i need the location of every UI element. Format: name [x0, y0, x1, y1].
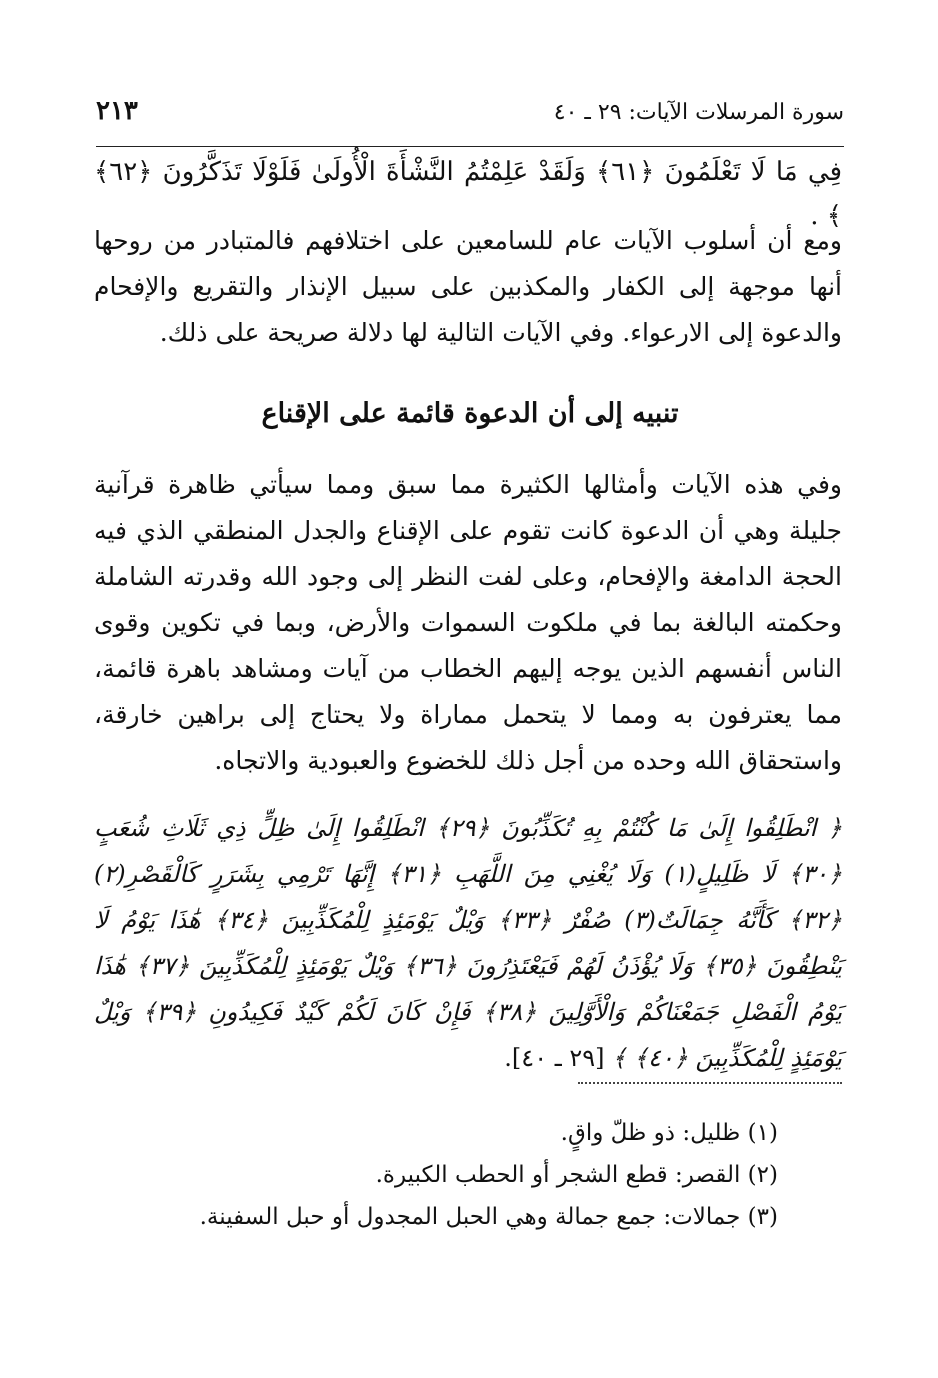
footnote-separator — [578, 1082, 842, 1084]
quran-passage — [94, 805, 842, 1081]
section-heading: تنبيه إلى أن الدعوة قائمة على الإقناع — [261, 398, 679, 429]
paragraph-1: ومع أن أسلوب الآيات عام للسامعين على اختلافهم فالمتبادر من روحها أنها موجهة إلى الكفار والمكذبين على سبيل الإنذار والتقريع والإفحام والدعوة إلى الارعواء. وفي الآيات التالية لها دلالة صريحة على ذلك. — [94, 226, 842, 347]
running-header — [96, 92, 844, 132]
running-header-title: سورة المرسلات الآيات: ٢٩ ـ ٤٠ — [553, 100, 844, 125]
quran-reference: [٢٩ ـ ٤٠]. — [504, 1044, 605, 1072]
header-rule — [96, 146, 844, 147]
footnotes — [158, 1112, 778, 1238]
quran-verses: ﴿ انْطَلِقُوا إِلَىٰ مَا كُنْتُمْ بِهِ تُكَذِّبُونَ ﴿٢٩﴾ انْطَلِقُوا إِلَىٰ ظِلٍّ ذِي ثَلَاثِ شُعَبٍ ﴿٣٠﴾ لَا ظَلِيلٍ(١) وَلَا يُغْنِي مِنَ اللَّهَبِ ﴿٣١﴾ إِنَّهَا تَرْمِي بِشَرَرٍ كَالْقَصْرِ(٢) ﴿٣٢﴾ كَأَنَّهُ جِمَالَتٌ(٣) صُفْرٌ ﴿٣٣﴾ وَيْلٌ يَوْمَئِذٍ لِلْمُكَذِّبِينَ ﴿٣٤﴾ هَٰذَا يَوْمُ لَا يَنْطِقُونَ ﴿٣٥﴾ وَلَا يُؤْذَنُ لَهُمْ فَيَعْتَذِرُونَ ﴿٣٦﴾ وَيْلٌ يَوْمَئِذٍ لِلْمُكَذِّبِينَ ﴿٣٧﴾ هَٰذَا يَوْمُ الْفَصْلِ جَمَعْنَاكُمْ وَالْأَوَّلِينَ ﴿٣٨﴾ فَإِنْ كَانَ لَكُمْ كَيْدٌ فَكِيدُونِ ﴿٣٩﴾ وَيْلٌ يَوْمَئِذٍ لِلْمُكَذِّبِينَ ﴿٤٠﴾ ﴾ — [94, 814, 843, 1072]
page-number: ٢١٣ — [96, 96, 138, 126]
footnote: (٣) جمالات: جمع جمالة وهي الحبل المجدول أو حبل السفينة. — [199, 1204, 778, 1230]
paragraph-2: وفي هذه الآيات وأمثالها الكثيرة مما سبق ومما سيأتي ظاهرة قرآنية جليلة وهي أن الدعوة كانت تقوم على الإقناع والجدل المنطقي الذي فيه الحجة الدامغة والإفحام، وعلى لفت النظر إلى وجود الله وقدرته الشاملة وحكمته البالغة بما في ملكوت السموات والأرض، وبما في تكوين وقوى الناس أنفسهم الذين يوجه إليهم الخطاب من آيات ومشاهد باهرة قائمة، مما يعترفون به ومما لا يتحمل مماراة ولا يحتاج إلى براهين خارقة، واستحقاق الله وحده من أجل ذلك للخضوع والعبودية والاتجاه. — [94, 470, 842, 775]
footnote: (١) ظليل: ذو ظلّ واقٍ. — [560, 1120, 778, 1146]
footnote: (٢) القصر: قطع الشجر أو الحطب الكبيرة. — [375, 1162, 778, 1188]
verse-continuation: فِي مَا لَا تَعْلَمُونَ ﴿٦١﴾ وَلَقَدْ عَلِمْتُمُ النَّشْأَةَ الْأُولَىٰ فَلَوْلَا تَذَكَّرُونَ ﴿٦٢﴾ ﴾ . — [94, 157, 842, 231]
